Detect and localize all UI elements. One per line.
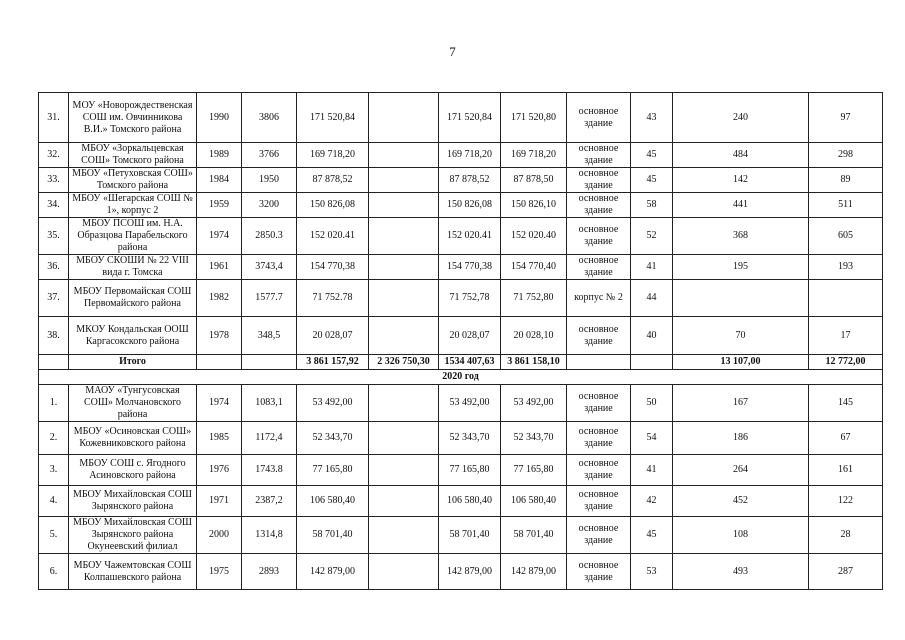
school-repair-table — [38, 92, 883, 590]
estimated-cost-cell: 20 028,10 — [501, 317, 567, 355]
wear-percent-cell: 45 — [631, 517, 673, 554]
total-cost-cell: 150 826,08 — [297, 193, 369, 218]
regional-funds-cell: 87 878,52 — [439, 168, 501, 193]
build-year-cell: 1982 — [197, 280, 242, 317]
school-name-cell: МБОУ ПСОШ им. Н.А. Образцова Парабельского района — [69, 218, 197, 255]
school-name-cell: МБОУ «Шегарская СОШ № 1», корпус 2 — [69, 193, 197, 218]
federal-funds-cell — [369, 93, 439, 143]
building-type-cell: основное здание — [567, 486, 631, 517]
table-row — [39, 218, 883, 255]
federal-funds-cell — [369, 168, 439, 193]
students-count-cell — [673, 280, 809, 317]
estimated-cost-cell: 154 770,40 — [501, 255, 567, 280]
estimated-cost-cell: 71 752,80 — [501, 280, 567, 317]
regional-funds-cell: 150 826,08 — [439, 193, 501, 218]
wear-percent-cell: 58 — [631, 193, 673, 218]
area-cell: 1314,8 — [242, 517, 297, 554]
totals-col11: 13 107,00 — [673, 355, 809, 370]
students-count-cell: 186 — [673, 422, 809, 455]
students-count-cell: 264 — [673, 455, 809, 486]
col12-value-cell: 298 — [809, 143, 883, 168]
school-name-cell: МБОУ «Осиновская СОШ» Кожевниковского района — [69, 422, 197, 455]
row-number-cell: 32. — [39, 143, 69, 168]
table-row — [39, 422, 883, 455]
build-year-cell: 1974 — [197, 385, 242, 422]
school-name-cell: МБОУ Первомайская СОШ Первомайского района — [69, 280, 197, 317]
totals-total: 3 861 157,92 — [297, 355, 369, 370]
section-year-heading: 2020 год — [39, 370, 883, 385]
regional-funds-cell: 152 020.41 — [439, 218, 501, 255]
col12-value-cell: 511 — [809, 193, 883, 218]
total-cost-cell: 77 165,80 — [297, 455, 369, 486]
building-type-cell: основное здание — [567, 143, 631, 168]
total-cost-cell: 52 343,70 — [297, 422, 369, 455]
build-year-cell: 1978 — [197, 317, 242, 355]
row-number-cell: 5. — [39, 517, 69, 554]
federal-funds-cell — [369, 193, 439, 218]
school-name-cell: МБОУ Михайловская СОШ Зырянского района — [69, 486, 197, 517]
table-row — [39, 193, 883, 218]
estimated-cost-cell: 169 718,20 — [501, 143, 567, 168]
total-cost-cell: 20 028,07 — [297, 317, 369, 355]
school-name-cell: МБОУ Михайловская СОШ Зырянского района Окунеевский филиал — [69, 517, 197, 554]
build-year-cell: 1976 — [197, 455, 242, 486]
build-year-cell: 1985 — [197, 422, 242, 455]
build-year-cell: 1971 — [197, 486, 242, 517]
area-cell: 3806 — [242, 93, 297, 143]
estimated-cost-cell: 52 343,70 — [501, 422, 567, 455]
build-year-cell: 1974 — [197, 218, 242, 255]
building-type-cell: основное здание — [567, 455, 631, 486]
students-count-cell: 493 — [673, 554, 809, 590]
building-type-cell: корпус № 2 — [567, 280, 631, 317]
area-cell: 1950 — [242, 168, 297, 193]
col12-value-cell: 122 — [809, 486, 883, 517]
students-count-cell: 108 — [673, 517, 809, 554]
row-number-cell: 33. — [39, 168, 69, 193]
federal-funds-cell — [369, 218, 439, 255]
building-type-cell: основное здание — [567, 193, 631, 218]
students-count-cell: 167 — [673, 385, 809, 422]
estimated-cost-cell: 106 580,40 — [501, 486, 567, 517]
total-cost-cell: 154 770,38 — [297, 255, 369, 280]
table-row — [39, 143, 883, 168]
regional-funds-cell: 154 770,38 — [439, 255, 501, 280]
federal-funds-cell — [369, 517, 439, 554]
building-type-cell: основное здание — [567, 517, 631, 554]
col12-value-cell — [809, 280, 883, 317]
table-row — [39, 280, 883, 317]
area-cell: 2893 — [242, 554, 297, 590]
table-body-2020 — [39, 385, 883, 590]
regional-funds-cell: 77 165,80 — [439, 455, 501, 486]
school-name-cell: МБОУ СОШ с. Ягодного Асиновского района — [69, 455, 197, 486]
regional-funds-cell: 53 492,00 — [439, 385, 501, 422]
estimated-cost-cell: 77 165,80 — [501, 455, 567, 486]
regional-funds-cell: 71 752,78 — [439, 280, 501, 317]
table-row — [39, 517, 883, 554]
school-name-cell: МАОУ «Тунгусовская СОШ» Молчановского района — [69, 385, 197, 422]
total-cost-cell: 71 752.78 — [297, 280, 369, 317]
federal-funds-cell — [369, 280, 439, 317]
row-number-cell: 2. — [39, 422, 69, 455]
row-number-cell: 35. — [39, 218, 69, 255]
estimated-cost-cell: 53 492,00 — [501, 385, 567, 422]
building-type-cell: основное здание — [567, 93, 631, 143]
totals-col7: 1534 407,63 — [439, 355, 501, 370]
area-cell: 1743.8 — [242, 455, 297, 486]
area-cell: 2850.3 — [242, 218, 297, 255]
students-count-cell: 441 — [673, 193, 809, 218]
row-number-cell: 34. — [39, 193, 69, 218]
table-row — [39, 385, 883, 422]
regional-funds-cell: 169 718,20 — [439, 143, 501, 168]
wear-percent-cell: 41 — [631, 255, 673, 280]
building-type-cell: основное здание — [567, 385, 631, 422]
estimated-cost-cell: 58 701,40 — [501, 517, 567, 554]
row-number-cell: 38. — [39, 317, 69, 355]
build-year-cell: 1975 — [197, 554, 242, 590]
school-name-cell: МБОУ СКОШИ № 22 VIII вида г. Томска — [69, 255, 197, 280]
table-body-2019 — [39, 93, 883, 355]
estimated-cost-cell: 152 020.40 — [501, 218, 567, 255]
table-row — [39, 255, 883, 280]
estimated-cost-cell: 150 826,10 — [501, 193, 567, 218]
area-cell: 2387,2 — [242, 486, 297, 517]
students-count-cell: 70 — [673, 317, 809, 355]
school-name-cell: МКОУ Кондальская ООШ Каргасокского района — [69, 317, 197, 355]
estimated-cost-cell: 87 878,50 — [501, 168, 567, 193]
regional-funds-cell: 52 343,70 — [439, 422, 501, 455]
regional-funds-cell: 106 580,40 — [439, 486, 501, 517]
students-count-cell: 452 — [673, 486, 809, 517]
total-cost-cell: 58 701,40 — [297, 517, 369, 554]
area-cell: 3743,4 — [242, 255, 297, 280]
regional-funds-cell: 58 701,40 — [439, 517, 501, 554]
school-name-cell: МБОУ «Петуховская СОШ» Томского района — [69, 168, 197, 193]
table-row — [39, 168, 883, 193]
total-cost-cell: 169 718,20 — [297, 143, 369, 168]
section-header-row — [39, 370, 883, 385]
federal-funds-cell — [369, 455, 439, 486]
total-cost-cell: 87 878,52 — [297, 168, 369, 193]
row-number-cell: 37. — [39, 280, 69, 317]
school-name-cell: МОУ «Новорождественская СОШ им. Овчинникова В.И.» Томского района — [69, 93, 197, 143]
school-name-cell: МБОУ «Зоркальцевская СОШ» Томского района — [69, 143, 197, 168]
students-count-cell: 368 — [673, 218, 809, 255]
col12-value-cell: 145 — [809, 385, 883, 422]
total-cost-cell: 53 492,00 — [297, 385, 369, 422]
area-cell: 1577.7 — [242, 280, 297, 317]
area-cell: 3200 — [242, 193, 297, 218]
area-cell: 348,5 — [242, 317, 297, 355]
table-row — [39, 93, 883, 143]
totals-col6: 2 326 750,30 — [369, 355, 439, 370]
federal-funds-cell — [369, 317, 439, 355]
building-type-cell: основное здание — [567, 218, 631, 255]
wear-percent-cell: 52 — [631, 218, 673, 255]
col12-value-cell: 67 — [809, 422, 883, 455]
federal-funds-cell — [369, 422, 439, 455]
table-row — [39, 455, 883, 486]
col12-value-cell: 161 — [809, 455, 883, 486]
federal-funds-cell — [369, 385, 439, 422]
school-name-cell: МБОУ Чажемтовская СОШ Колпашевского района — [69, 554, 197, 590]
row-number-cell: 31. — [39, 93, 69, 143]
area-cell: 3766 — [242, 143, 297, 168]
build-year-cell: 1959 — [197, 193, 242, 218]
estimated-cost-cell: 142 879,00 — [501, 554, 567, 590]
page-number: 7 — [449, 44, 456, 59]
totals-row — [39, 355, 883, 370]
col12-value-cell: 193 — [809, 255, 883, 280]
col12-value-cell: 89 — [809, 168, 883, 193]
totals-col12: 12 772,00 — [809, 355, 883, 370]
regional-funds-cell: 171 520,84 — [439, 93, 501, 143]
totals-label: Итого — [69, 355, 197, 370]
total-cost-cell: 106 580,40 — [297, 486, 369, 517]
estimated-cost-cell: 171 520,80 — [501, 93, 567, 143]
building-type-cell: основное здание — [567, 317, 631, 355]
row-number-cell: 4. — [39, 486, 69, 517]
wear-percent-cell: 41 — [631, 455, 673, 486]
students-count-cell: 142 — [673, 168, 809, 193]
wear-percent-cell: 42 — [631, 486, 673, 517]
totals-col8: 3 861 158,10 — [501, 355, 567, 370]
wear-percent-cell: 44 — [631, 280, 673, 317]
row-number-cell: 6. — [39, 554, 69, 590]
wear-percent-cell: 45 — [631, 168, 673, 193]
building-type-cell: основное здание — [567, 168, 631, 193]
build-year-cell: 1961 — [197, 255, 242, 280]
wear-percent-cell: 43 — [631, 93, 673, 143]
col12-value-cell: 287 — [809, 554, 883, 590]
table-row — [39, 317, 883, 355]
wear-percent-cell: 40 — [631, 317, 673, 355]
total-cost-cell: 152 020.41 — [297, 218, 369, 255]
build-year-cell: 1990 — [197, 93, 242, 143]
col12-value-cell: 605 — [809, 218, 883, 255]
build-year-cell: 1984 — [197, 168, 242, 193]
build-year-cell: 1989 — [197, 143, 242, 168]
students-count-cell: 195 — [673, 255, 809, 280]
wear-percent-cell: 45 — [631, 143, 673, 168]
federal-funds-cell — [369, 486, 439, 517]
students-count-cell: 484 — [673, 143, 809, 168]
area-cell: 1172,4 — [242, 422, 297, 455]
table-row — [39, 486, 883, 517]
row-number-cell: 36. — [39, 255, 69, 280]
row-number-cell: 1. — [39, 385, 69, 422]
total-cost-cell: 171 520,84 — [297, 93, 369, 143]
col12-value-cell: 97 — [809, 93, 883, 143]
total-cost-cell: 142 879,00 — [297, 554, 369, 590]
federal-funds-cell — [369, 143, 439, 168]
wear-percent-cell: 53 — [631, 554, 673, 590]
building-type-cell: основное здание — [567, 255, 631, 280]
building-type-cell: основное здание — [567, 422, 631, 455]
federal-funds-cell — [369, 554, 439, 590]
table-row — [39, 554, 883, 590]
col12-value-cell: 28 — [809, 517, 883, 554]
students-count-cell: 240 — [673, 93, 809, 143]
regional-funds-cell: 142 879,00 — [439, 554, 501, 590]
col12-value-cell: 17 — [809, 317, 883, 355]
wear-percent-cell: 50 — [631, 385, 673, 422]
area-cell: 1083,1 — [242, 385, 297, 422]
wear-percent-cell: 54 — [631, 422, 673, 455]
row-number-cell: 3. — [39, 455, 69, 486]
build-year-cell: 2000 — [197, 517, 242, 554]
building-type-cell: основное здание — [567, 554, 631, 590]
federal-funds-cell — [369, 255, 439, 280]
regional-funds-cell: 20 028,07 — [439, 317, 501, 355]
